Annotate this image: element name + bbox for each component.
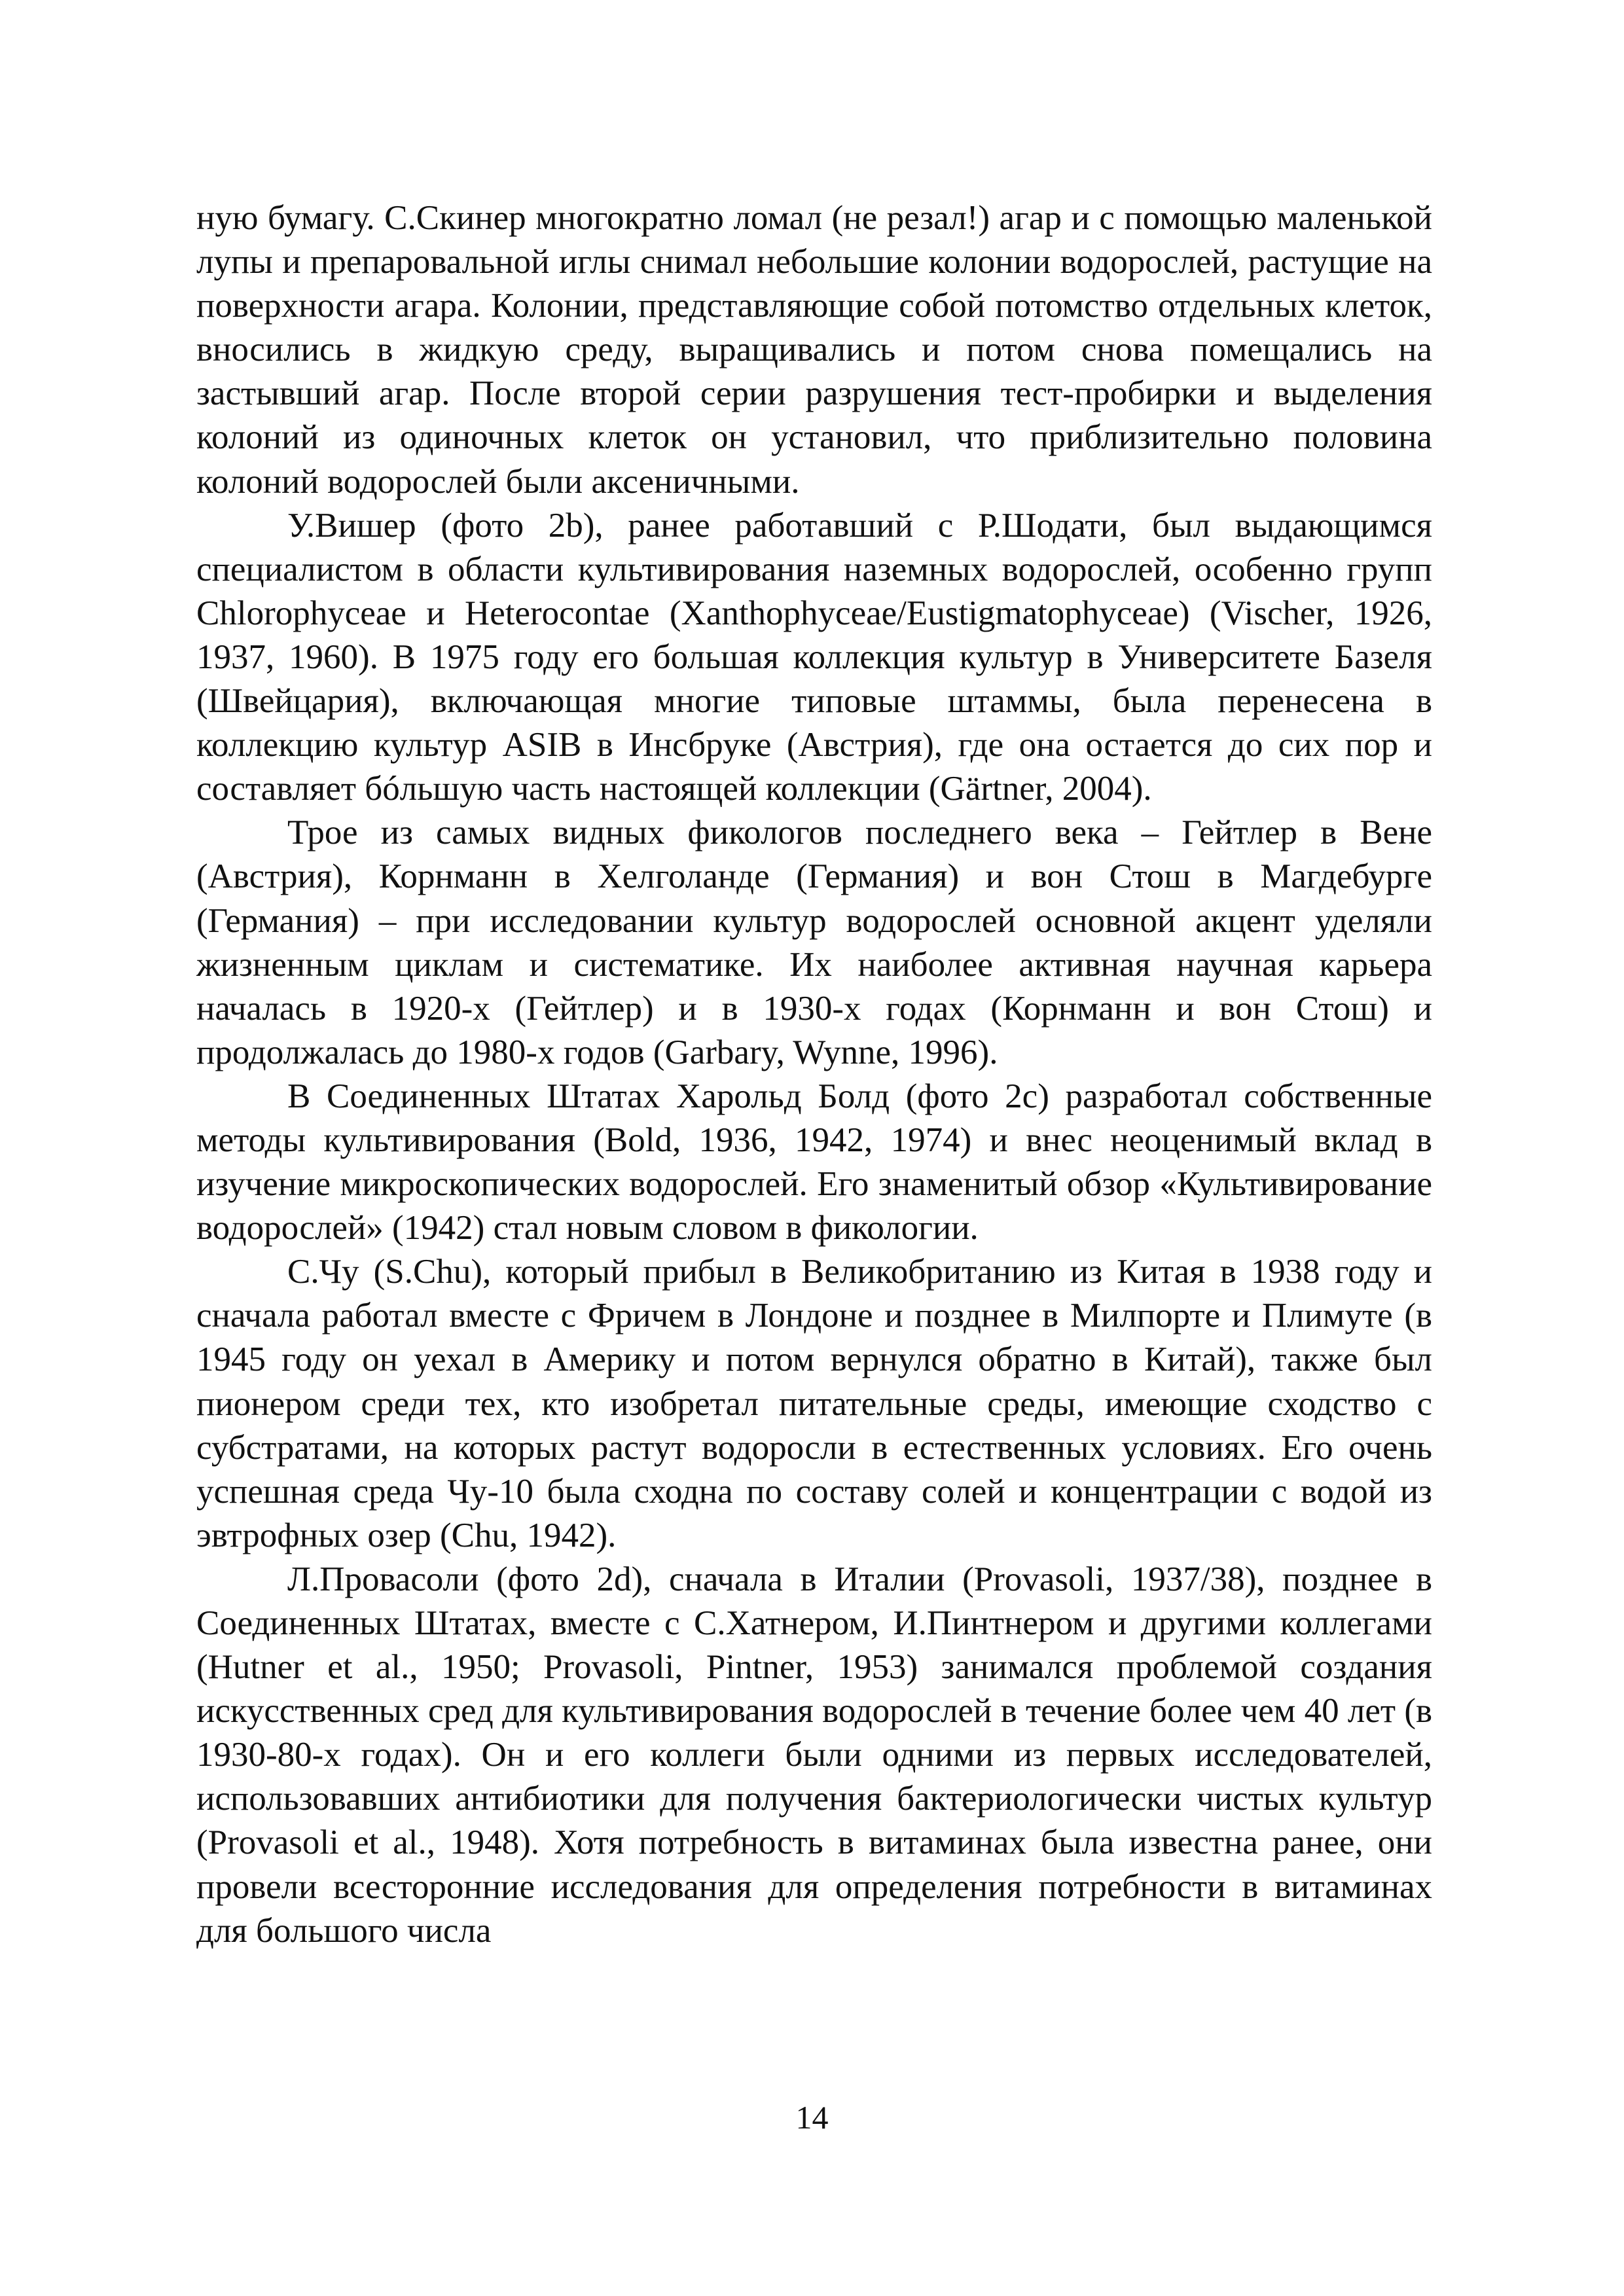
page-number: 14 [795,2099,829,2136]
paragraph-bold: В Соединенных Штатах Харольд Болд (фото 2c) разработал собственные методы культивирования (Bold, 1936, 1942, 1974) и внес неоценимый вклад в изучение микроскопических водорослей. Его знаменитый обзор «Культивирование водорослей» (1942) стал новым словом в фикологии. [196,1077,1432,1247]
paragraph-phycologists: Трое из самых видных фикологов последнего века – Гейтлер в Вене (Австрия), Корнманн в Хелголанде (Германия) и вон Стош в Магдебурге (Германия) – при исследовании культур водорослей основной акцент уделяли жизненным циклам и систематике. Их наиболее активная научная карьера началась в 1920-х (Гейтлер) и в 1930-х годах (Корнманн и вон Стош) и продолжалась до 1980-х годов (Garbary, Wynne, 1996). [196,814,1432,1071]
paragraph-continuation: ную бумагу. С.Скинер многократно ломал (не резал!) агар и с помощью маленькой лупы и препаровальной иглы снимал небольшие колонии водорослей, растущие на поверхности агара. Колонии, представляющие собой потомство отдельных клеток, вносились в жидкую среду, выращивались и потом снова помещались на застывший агар. После второй серии разрушения тест-пробирки и выделения колоний из одиночных клеток он установил, что приблизительно половина колоний водорослей были аксеничными. [196,199,1432,501]
paragraph-vischer: У.Вишер (фото 2b), ранее работавший с Р.Шодати, был выдающимся специалистом в области культивирования наземных водорослей, особенно групп Chlorophyceae и Heterocontae (Xanthophyceae/Eustigmatophyceae) (Vischer, 1926, 1937, 1960). В 1975 году его большая коллекция культур в Университете Базеля (Швейцария), включающая многие типовые штаммы, была перенесена в коллекцию культур ASIB в Инсбруке (Австрия), где она остается до сих пор и составляет бóльшую часть настоящей коллекции (Gärtner, 2004). [196,506,1432,808]
body-text [196,196,1432,1953]
paragraph-chu: С.Чу (S.Chu), который прибыл в Великобританию из Китая в 1938 году и сначала работал вместе с Фричем в Лондоне и позднее в Милпорте и Плимуте (в 1945 году он уехал в Америку и потом вернулся обратно в Китай), также был пионером среди тех, кто изобретал питательные среды, имеющие сходство с субстратами, на которых растут водоросли в естественных условиях. Его очень успешная среда Чу-10 была сходна по составу солей и концентрации с водой из эвтрофных озер (Chu, 1942). [196,1253,1432,1554]
paragraph-provasoli: Л.Провасоли (фото 2d), сначала в Италии (Provasoli, 1937/38), позднее в Соединенных Штатах, вместе с С.Хатнером, И.Пинтнером и другими коллегами (Hutner et al., 1950; Provasoli, Pintner, 1953) занимался проблемой создания искусственных сред для культивирования водорослей в течение более чем 40 лет (в 1930-80-х годах). Он и его коллеги были одними из первых исследователей, использовавших антибиотики для получения бактериологически чистых культур (Provasoli et al., 1948). Хотя потребность в витаминах была известна ранее, они провели всесторонние исследования для определения потребности в витаминах для большого числа [196,1560,1432,1950]
